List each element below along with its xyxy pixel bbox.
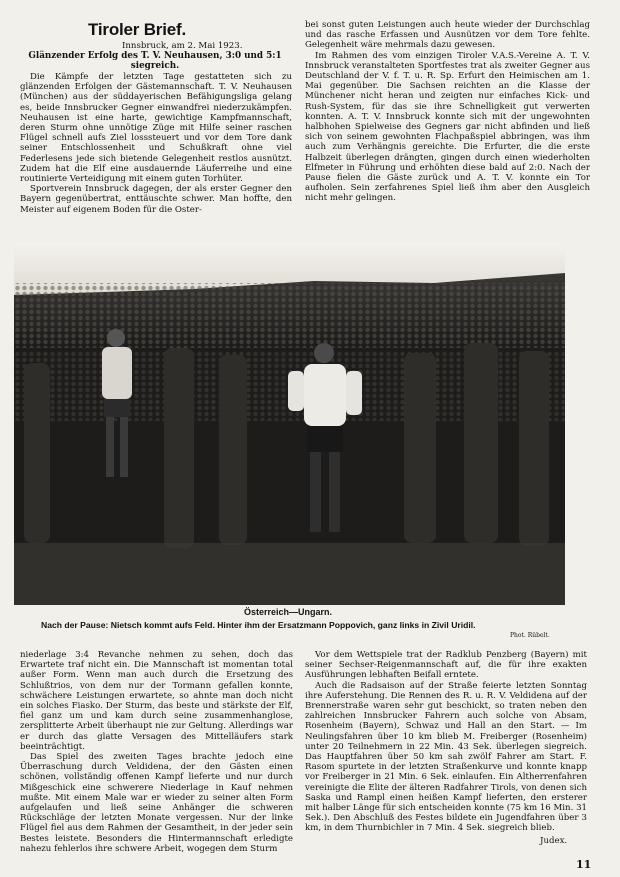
text-column-4 xyxy=(305,650,587,834)
paragraph: Auch die Radsaison auf der Straße feierte letzten Sonntag ihre Auferstehung. Die Rennen des R. u. R. V. Veldidena auf der Brennerstraße waren sehr gut beschickt, so traten neben den zahlreichen Innsbrucker Fahrern auch solche von Absam, Rosenheim (Bayern), Schwaz und Hall an den Start. — Im Neulingsfahren über 10 km blieb M. Freiberger (Rosenheim) unter 20 Teilnehmern in 22 Min. 43 Sek. überlegen siegreich. Das Hauptfahren über 50 km sah zwölf Fahrer am Start. F. Rasom spurtete in der letzten Straßenkurve und konnte knapp vor Freiberger in 21 Min. 6 Sek. einlaufen. Ein Altherrenfahren vereinigte die Elite der älteren Radfahrer Tirols, von denen sich Saska und Rampl einen heißen Kampf lieferten, den ersterer mit halber Länge für sich entscheiden konnte (75 km 16 Min. 31 Sek.). Den Abschluß des Festes bildete ein Jugendfahren über 3 km, in dem Thurnbichler in 7 Min. 4 Sek. siegreich blieb. xyxy=(305,680,587,834)
dateline: Innsbruck, am 2. Mai 1923. xyxy=(122,41,243,51)
paragraph: Vor dem Wettspiele trat der Radklub Penzberg (Bayern) mit seiner Sechser-Reigenmannschaft auf, die für ihre exakten Ausführungen lebhaften Beifall erntete. xyxy=(305,650,587,681)
paragraph: Sportverein Innsbruck dagegen, der als erster Gegner den Bayern gegenübertrat, enttäuschte schwer. Man hoffte, den Meister auf eigenem Boden für die Oster- xyxy=(20,184,292,215)
text-column-3 xyxy=(20,650,293,854)
photo-caption-text: Nach der Pause: Nietsch kommt aufs Feld. Hinter ihm der Ersatzmann Poppovich, ganz links in Zivil Uridil. xyxy=(41,620,476,630)
photo-credit: Phot. Rübelt. xyxy=(510,632,550,639)
text-column-1 xyxy=(20,72,292,215)
match-photo xyxy=(14,243,565,605)
page-number: 11 xyxy=(576,858,592,871)
author-signature: Judex. xyxy=(540,836,568,846)
paragraph: Das Spiel des zweiten Tages brachte jedoch eine Überraschung durch Veldidena, der den Gästen einen schönen, vollständig offenen Kampf lieferte und nur durch Mißgeschick eine schwerere Niederlage in Kauf nehmen mußte. Mit einem Male war er wieder zu seiner alten Form aufgelaufen und ließ seine Anhänger die schweren Rückschläge der letzten Monate vergessen. Nur der linke Flügel fiel aus dem Rahmen der Gesamtheit, in der jeder sein Bestes leistete. Besonders die Hintermannschaft erledigte nahezu fehlerlos ihre schwere Arbeit, wogegen dem Sturm xyxy=(20,752,293,854)
paragraph: Im Rahmen des vom einzigen Tiroler V.A.S.-Vereine A. T. V. Innsbruck veranstalteten Sportfestes trat als zweiter Gegner aus Deutschland der V. f. T. u. R. Sp. Erfurt den Heimischen am 1. Mai gegenüber. Die Sachsen reichten an die Klasse der Münchener nicht heran und zeigten nur einfaches Kick- und Rush-System, für das sie ihre Schnelligkeit gut verwerten konnten. A. T. V. Innsbruck konnte sich mit der ungewohnten halbhohen Spielweise des Gegners gar nicht abfinden und ließ sich von seinem gewohnten Flachpaßspiel abbringen, was ihm auch zum Verhängnis gereichte. Die Erfurter, die die erste Halbzeit überlegen drängten, gingen durch einen wiederholten Elfmeter in Führung und erhöhten diese bald auf 2:0. Nach der Pause fielen die Gäste zurück und A. T. V. konnte ein Tor aufholen. Sein zerfahrenes Spiel ließ ihm aber den Ausgleich nicht mehr gelingen. xyxy=(305,50,590,204)
photo-caption-title: Österreich—Ungarn. xyxy=(244,607,333,617)
article-title: Tiroler Brief. xyxy=(88,20,186,39)
paragraph: niederlage 3:4 Revanche nehmen zu sehen, doch das Erwartete traf nicht ein. Die Mannschaft ist momentan total außer Form. Wenn man auch durch die Ersetzung des Schlußtrios, von dem nur der Tormann gefallen konnte, schwächere Leistungen erwartete, so ahnte man doch nicht ein solches Fiasko. Der Sturm, das beste und stärkste der Elf, fiel ganz um und kam durch seine zusammenhanglose, zersplitterte Arbeit überhaupt nie zur Geltung. Allerdings war er durch das glatte Versagen des Mittelläufers stark beeinträchtigt. xyxy=(20,650,293,752)
article-subtitle: Glänzender Erfolg des T. V. Neuhausen, 3:0 und 5:1 siegreich. xyxy=(28,51,282,72)
paragraph: bei sonst guten Leistungen auch heute wieder der Durchschlag und das rasche Erfassen und Ausnützen vor dem Tore fehlte. Gelegenheit wäre mehrmals dazu gewesen. xyxy=(305,20,590,51)
text-column-2 xyxy=(305,20,590,204)
photo-illustration xyxy=(14,243,565,605)
paragraph: Die Kämpfe der letzten Tage gestatteten sich zu glänzenden Erfolgen der Gästemannschaft. T. V. Neuhausen (München) aus der süddayerischen Befähigungsliga gelang es, beide Innsbrucker Gegner einwandfrei niederzukämpfen. Neuhausen ist eine harte, gewichtige Kampfmannschaft, deren Sturm ohne unnötige Züge mit Hilfe seiner raschen Flügel schnell aufs Ziel losssteuert und vor dem Tore dank seiner Entschlossenheit und Schußkraft ohne viel Federlesens jede sich bietende Gelegenheit restlos ausnützt. Zudem hat die Elf eine ausdauernde Läuferreihe und eine routinierte Verteidigung mit einem guten Torhüter. xyxy=(20,72,292,185)
